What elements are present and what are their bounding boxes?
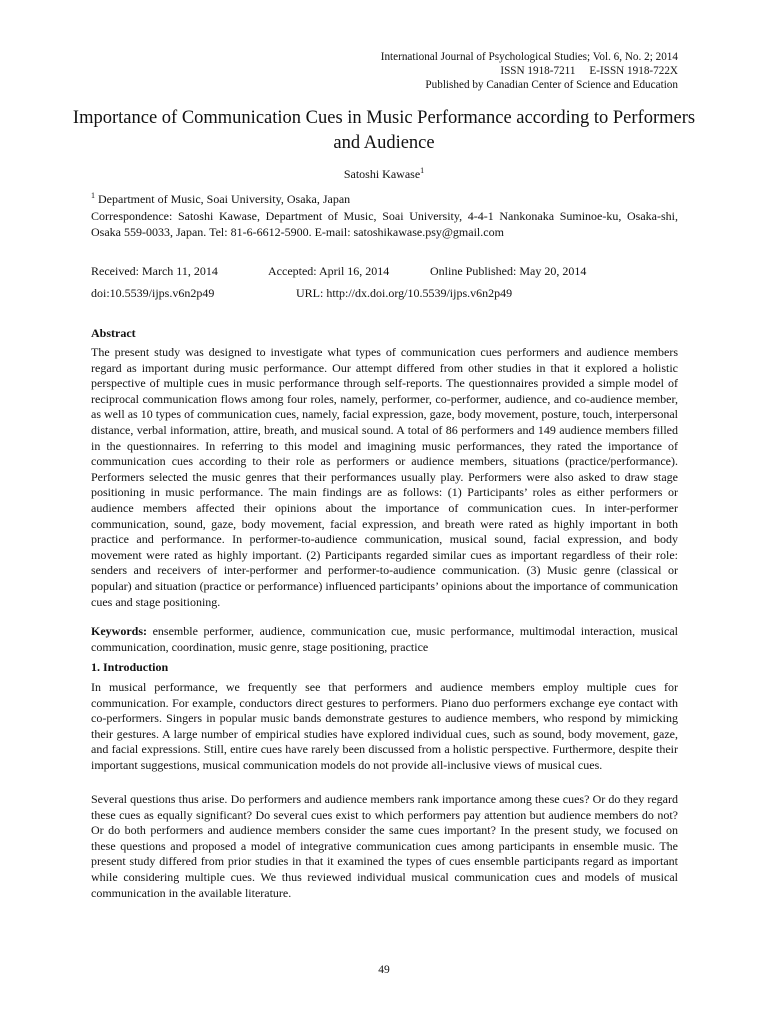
doi[interactable]: doi:10.5539/ijps.v6n2p49 [91,286,215,300]
abstract-heading: Abstract [91,326,136,340]
article-url[interactable]: URL: http://dx.doi.org/10.5539/ijps.v6n2p49 [296,286,513,300]
published-date: Online Published: May 20, 2014 [430,264,587,278]
paper-title: Importance of Communication Cues in Music Performance according to Performers and Audience [72,108,696,153]
keywords [91,624,678,655]
affiliation-marker: 1 [91,191,95,200]
introduction-paragraph-2: Several questions thus arise. Do performers and audience members rank importance among these cues? Or do they regard these cues as equally significant? Do several cues exist to which performers pay attention but audience members do not? Or do both performers and audience members consider the same cues important? In the present study, we focused on these questions and proposed a model of integrative communication cues among participants in ensemble music. The present study differed from prior studies in that it examined the types of cues ensemble participants regard as important while considering multiple cues. We thus reviewed individual musical communication cues and models of musical communication in the available literature. [91,792,678,900]
introduction-heading: 1. Introduction [91,660,169,674]
author-affil-marker: 1 [420,166,425,175]
author-name: Satoshi Kawase [343,167,421,181]
journal-header [381,50,678,92]
author-line [0,166,768,182]
journal-publisher: Published by Canadian Center of Science and Education [425,79,678,91]
journal-citation: International Journal of Psychological Studies; Vol. 6, No. 2; 2014 [380,51,678,63]
page-number: 49 [378,964,390,976]
abstract-text: The present study was designed to investigate what types of communication cues performers and audience members regard as important during music performance. Our attempt differed from other studies in that it explored a holistic perspective of multiple cues in music performance through self-reports. The questionnaires provided a simple model of reciprocal communication flows among four roles, namely, performer, co-performer, audience, and co-audience member, as well as 10 types of communication cues, namely, facial expression, gaze, body movement, posture, touch, interpersonal distance, verbal information, attire, breath, and musical sound. A total of 86 performers and 149 audience members filled in the questionnaires. In referring to this model and imagining music performances, they rated the importance of communication cues according to their role as performers or audience members, situations (practice/performance). Performers selected the music genres that their performances usually play. Performers were also asked to draw stage positioning in music performance. The main findings are as follows: (1) Participants’ roles as either performers or audience members affected their opinions about the importance of communication cues. In inter-performer communication, sound, gaze, body movement, facial expression, and breath were rated as highly important in both practice and performance. In performer-to-audience communication, musical sound, facial expression, and body movement were rated as highly important. (2) Participants regarded similar cues as important regardless of their role: senders and receivers of inter-performer and performer-to-audience communication. (3) Music genre (classical or popular) and situation (practice or performance) influenced participants’ opinions about the importance of communication cues and stage positioning. [91,345,678,609]
journal-issn: ISSN 1918-7211 E-ISSN 1918-722X [500,65,678,77]
introduction-paragraph-1: In musical performance, we frequently see that performers and audience members employ multiple cues for communication. For example, conductors direct gestures to performers. Piano duo performers exchange eye contact with co-performers. Singers in popular music bands demonstrate gestures to audience members, who respond by mimicking their gestures. A large number of empirical studies have explored individual cues, such as sound, body movement, gaze, and facial expressions. Still, entire cues have rarely been discussed from a holistic perspective. Furthermore, despite their important suggestions, musical communication models do not provide all-inclusive views of musical cues. [91,680,678,772]
correspondence: Correspondence: Satoshi Kawase, Department of Music, Soai University, 4-4-1 Nankonaka Suminoe-ku, Osaka-shi, Osaka 559-0033, Japan. Tel: 81-6-6612-5900. E-mail: satoshikawase.psy@gmail.com [91,209,678,239]
affiliation-text: Department of Music, Soai University, Osaka, Japan [95,192,351,206]
keywords-text: ensemble performer, audience, communication cue, music performance, multimodal interaction, musical communication, coordination, music genre, stage positioning, practice [91,624,678,654]
received-date: Received: March 11, 2014 [91,264,218,278]
accepted-date: Accepted: April 16, 2014 [268,264,390,278]
affiliation [91,188,678,208]
keywords-label: Keywords: [91,624,147,638]
